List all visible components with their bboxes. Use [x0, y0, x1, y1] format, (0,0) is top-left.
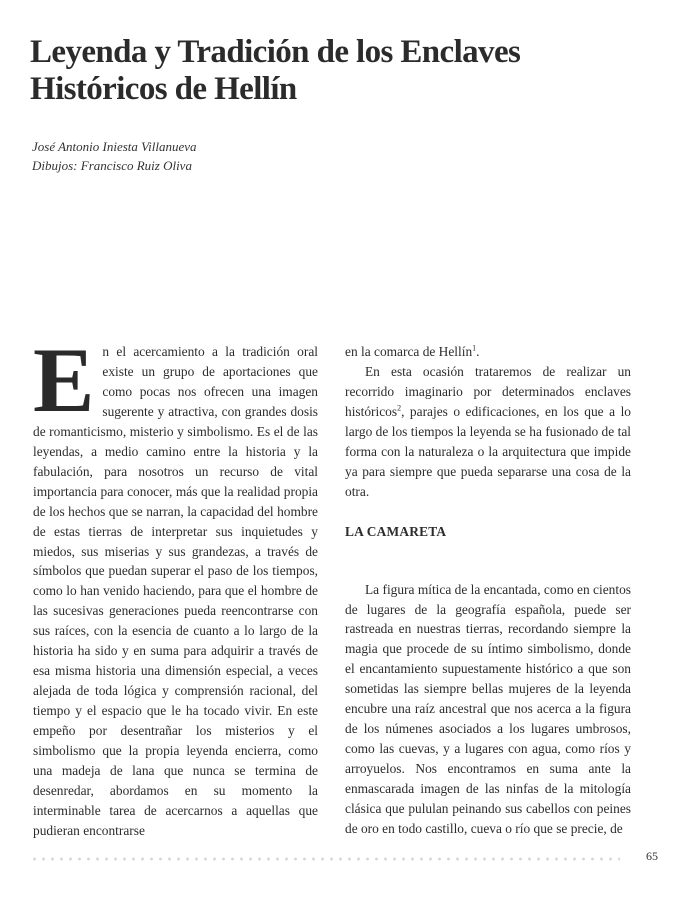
author-name: José Antonio Iniesta Villanueva — [32, 139, 197, 154]
drop-cap: E — [33, 329, 95, 431]
footnote-ref-2[interactable]: 2 — [397, 403, 402, 413]
itinerary-text-start: En esta ocasión trataremos de realizar un recorrido imaginario por determinados enclaves históricos — [345, 363, 631, 419]
itinerary-text-end: , parajes o edificaciones, en los que a lo largo de los tiempos la leyenda se ha fusionado de tal forma con la naturaleza o la arquitectura que impide ya para siempre que pueda separarse una cosa de la otra. — [345, 403, 631, 499]
footer-dotted-rule — [30, 857, 620, 861]
left-column — [33, 329, 318, 841]
itinerary-paragraph — [345, 362, 631, 502]
title-line-2: Históricos de Hellín — [30, 71, 297, 107]
illustrator-credit: Dibujos: Francisco Ruiz Oliva — [32, 158, 192, 173]
camareta-paragraph: La figura mítica de la encantada, como en cientos de lugares de la geografía española, puede ser rastreada en nuestras tierras, recordando siempre la magia que procede de su íntimo simbolismo, donde el encantamiento supuestamente histórico a que son sometidas las siempre bellas mujeres de la leyenda encubre una raíz ancestral que nos acerca a la figura de los númenes asociados a los lugares umbrosos, como las cuevas, y a lugares con agua, como ríos y arroyuelos. Nos encontramos en suma ante la enmascarada imagen de las ninfas de la mitología clásica que pululan peinando sus cabellos con peines de oro en todo castillo, cueva o río que se precie, de — [345, 581, 631, 837]
footnote-ref-1[interactable]: 1 — [472, 343, 477, 353]
continuation-paragraph — [345, 342, 631, 362]
article-title — [30, 34, 670, 108]
continuation-text: en la comarca de Hellín — [345, 344, 473, 359]
page-number: 65 — [646, 849, 658, 863]
continuation-end: . — [476, 344, 480, 359]
section-heading: LA CAMARETA — [345, 523, 447, 539]
right-column — [345, 342, 631, 839]
intro-paragraph — [33, 329, 318, 841]
byline — [32, 137, 197, 175]
intro-paragraph-text: n el acercamiento a la tradición oral existe un grupo de aportaciones que como pocas nos ofrecen una imagen sugerente y atractiva, con grandes dosis de romanticismo, misterio y simbolismo. Es el de las leyendas, a medio camino entre la historia y la fabulación, para nosotros un recurso de vital importancia para conocer, más que la realidad propia de los hechos que se narran, la capacidad del hombre de estas tierras de interpretar sus inquietudes y miedos, sus miserias y sus grandezas, a través de símbolos que puedan superar el paso de los tiempos, como lo han venido haciendo, para que el hombre de las sucesivas generaciones pueda reencontrarse con sus raíces, con la esencia de cuanto a lo largo de la historia ha sido y en suma para adquirir a través de esa misma historia una dimensión especial, a veces alejada de toda lógica y comprensión racional, del tiempo y el espacio que le ha tocado vivir. En este empeño por desentrañar los misterios y el simbolismo que la propia leyenda encierra, como una madeja de lana que nunca se termina de desenredar, abordamos en su momento la interminable tarea de acercarnos a aquellas que pudieran encontrarse — [33, 344, 318, 838]
title-line-1: Leyenda y Tradición de los Enclaves — [30, 34, 521, 70]
